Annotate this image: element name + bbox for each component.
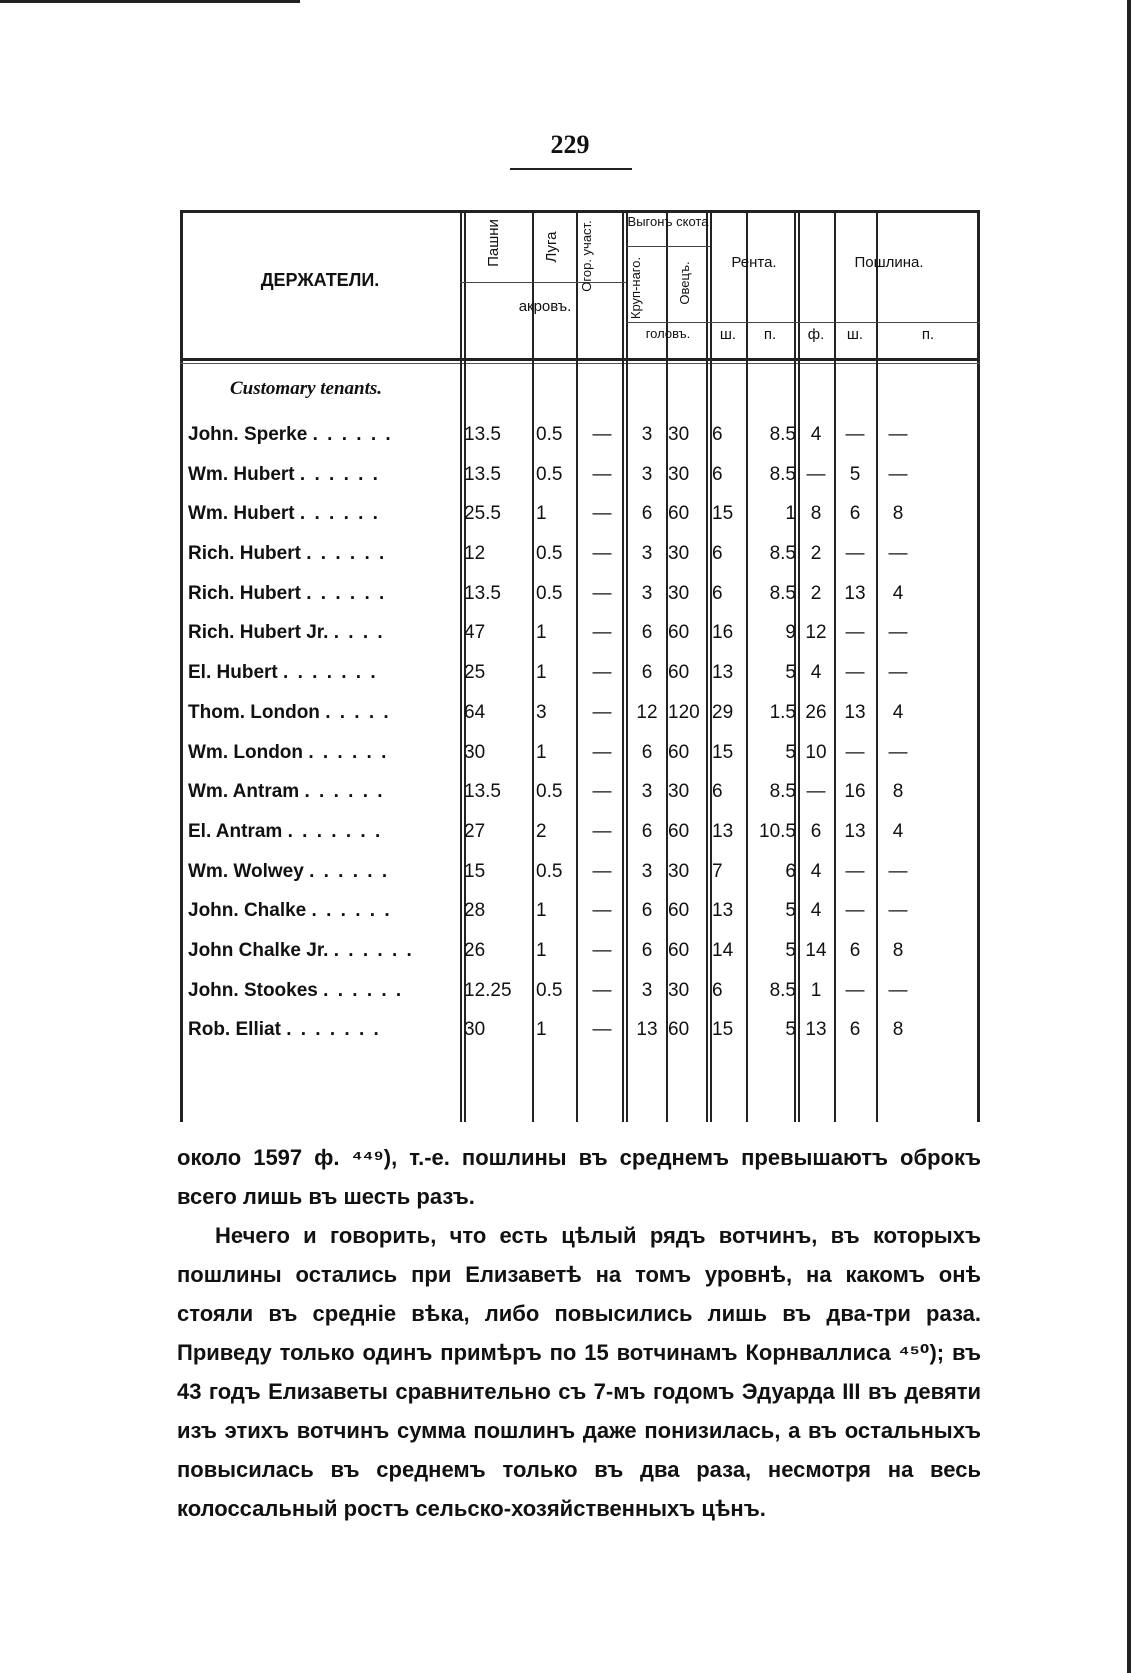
leader-dots: . . . . . .: [304, 781, 385, 803]
cell-rent-p: 5: [785, 741, 796, 763]
cell-garden: —: [592, 622, 612, 644]
cell-sheep: 30: [668, 860, 690, 882]
cell-holder-name: [188, 812, 470, 852]
cell-garden: —: [592, 781, 612, 803]
cell-duty-sh: —: [845, 979, 865, 1001]
header-duty-p: п.: [921, 326, 935, 343]
cell-duty-sh: 16: [844, 781, 866, 803]
cell-cattle: 3: [641, 781, 653, 803]
holder-name: Rob. Elliat: [188, 1019, 281, 1041]
cell-duty-p: 4: [892, 820, 904, 842]
cell-rent-p: 8.5: [769, 979, 796, 1001]
cell-duty-sh: —: [845, 424, 865, 445]
cell-cattle: 6: [641, 503, 653, 525]
header-rent-sh: ш.: [719, 326, 737, 343]
header-acres-unit: акровъ.: [518, 298, 572, 315]
cell-duty-sh: —: [845, 900, 865, 922]
cell-duty-p: —: [888, 979, 908, 1001]
holder-name: Wm. Hubert: [188, 463, 295, 485]
cell-duty-p: —: [888, 900, 908, 922]
body-text: [177, 1138, 981, 1528]
cell-plough: 47: [464, 622, 486, 644]
header-meadow: Луга: [543, 231, 560, 263]
header-rule-heads: [626, 322, 710, 323]
leader-dots: . . . . . .: [311, 900, 392, 922]
cell-sheep: 30: [668, 979, 690, 1001]
cell-garden: —: [592, 939, 612, 961]
cell-holder-name: [188, 494, 470, 534]
leader-dots: . . . . . .: [309, 860, 390, 882]
header-duty: Пошлина.: [854, 254, 924, 271]
holder-name: John Chalke Jr.: [188, 939, 329, 961]
table-row: [180, 455, 980, 495]
cell-rent-sh: 13: [712, 820, 734, 842]
cell-plough: 30: [464, 1019, 486, 1041]
cell-sheep: 60: [668, 622, 690, 644]
cell-garden: —: [592, 820, 612, 842]
cell-duty-p: —: [888, 860, 908, 882]
cell-rent-sh: 6: [712, 781, 723, 803]
cell-plough: 12.25: [464, 979, 512, 1001]
table-header-divider-thin: [180, 363, 980, 364]
leader-dots: . . . . . .: [333, 939, 414, 961]
holder-name: El. Hubert: [188, 662, 278, 684]
header-rule-pasture: [626, 246, 710, 247]
table-body: [180, 415, 980, 1050]
leader-dots: . . . . . .: [323, 979, 404, 1001]
cell-rent-sh: 15: [712, 741, 734, 763]
cell-duty-p: 8: [892, 1019, 904, 1041]
cell-rent-sh: 13: [712, 662, 734, 684]
cell-cattle: 13: [636, 1019, 658, 1041]
cell-duty-p: 4: [892, 701, 904, 723]
holder-name: Wm. Antram: [188, 781, 300, 803]
cell-sheep: 30: [668, 424, 690, 445]
holder-name: Rich. Hubert: [188, 543, 301, 565]
cell-plough: 26: [464, 939, 486, 961]
leader-dots: . . . . . .: [308, 741, 389, 763]
cell-holder-name: [188, 653, 470, 693]
cell-rent-sh: 13: [712, 900, 734, 922]
cell-duty-p: —: [888, 543, 908, 565]
cell-duty-p: —: [888, 622, 908, 644]
cell-cattle: 3: [641, 463, 653, 485]
holder-name: Wm. Hubert: [188, 503, 295, 525]
cell-cattle: 3: [641, 860, 653, 882]
cell-duty-f: 12: [805, 622, 827, 644]
cell-meadow: 3: [536, 701, 547, 723]
paragraph-2: Нечего и говорить, что есть цѣлый рядъ вотчинъ, въ которыхъ пошлины остались при Елизаветѣ на томъ уровнѣ, на какомъ онѣ стояли въ средніе вѣка, либо повысились лишь въ два-три раза. Приведу только одинъ примѣръ по 15 вотчинамъ Корнваллиса ⁴⁵⁰); въ 43 годъ Елизаветы сравнительно съ 7-мъ годомъ Эдуарда III въ девяти изъ этихъ вотчинъ сумма пошлинъ даже понизилась, а въ остальныхъ повысилась въ среднемъ только въ два раза, несмотря на весь колоссальный ростъ сельско-хозяйственныхъ цѣнъ.: [177, 1223, 981, 1521]
cell-holder-name: [188, 574, 470, 614]
cell-meadow: 1: [536, 1019, 547, 1041]
cell-meadow: 1: [536, 662, 547, 684]
cell-rent-p: 5: [785, 662, 796, 684]
table-row: [180, 613, 980, 653]
holder-name: Rich. Hubert Jr.: [188, 622, 329, 644]
leader-dots: . . . .: [333, 622, 385, 644]
cell-rent-sh: 16: [712, 622, 734, 644]
cell-garden: —: [592, 741, 612, 763]
holder-name: Rich. Hubert: [188, 582, 301, 604]
cell-holder-name: [188, 733, 470, 773]
cell-plough: 12: [464, 543, 486, 565]
cell-duty-sh: 5: [849, 463, 861, 485]
cell-sheep: 60: [668, 662, 690, 684]
cell-cattle: 6: [641, 622, 653, 644]
cell-cattle: 6: [641, 939, 653, 961]
cell-rent-p: 10.5: [759, 820, 796, 842]
cell-rent-sh: 6: [712, 463, 723, 485]
paragraph-1: около 1597 ф. ⁴⁴⁹), т.-е. пошлины въ среднемъ превышаютъ оброкъ всего лишь въ шесть разъ.: [177, 1145, 981, 1209]
cell-duty-sh: —: [845, 741, 865, 763]
table-row: [180, 812, 980, 852]
cell-garden: —: [592, 860, 612, 882]
cell-duty-sh: —: [845, 860, 865, 882]
cell-garden: —: [592, 701, 612, 723]
cell-duty-sh: 6: [849, 503, 861, 525]
holder-name: Thom. London: [188, 701, 320, 723]
cell-garden: —: [592, 543, 612, 565]
cell-sheep: 30: [668, 582, 690, 604]
table-row: [180, 574, 980, 614]
table-row: [180, 415, 980, 455]
leader-dots: . . . . . .: [306, 543, 387, 565]
cell-duty-f: 4: [810, 860, 822, 882]
cell-duty-sh: 6: [849, 939, 861, 961]
table-row: [180, 653, 980, 693]
table-row: [180, 534, 980, 574]
leader-dots: . . . . . .: [312, 424, 393, 445]
header-rent: Рента.: [731, 254, 777, 271]
table-row: [180, 1010, 980, 1050]
cell-rent-p: 8.5: [769, 582, 796, 604]
header-rent-p: п.: [763, 326, 777, 343]
table-row: [180, 733, 980, 773]
cell-duty-f: 2: [810, 582, 822, 604]
cell-garden: —: [592, 662, 612, 684]
leader-dots: . . . . . . .: [286, 1019, 381, 1041]
header-duty-sh: ш.: [846, 326, 864, 343]
cell-duty-sh: 13: [844, 701, 866, 723]
cell-plough: 13.5: [464, 582, 501, 604]
cell-duty-f: 4: [810, 424, 822, 445]
cell-sheep: 120: [668, 701, 700, 723]
cell-sheep: 30: [668, 463, 690, 485]
cell-cattle: 6: [641, 820, 653, 842]
cell-duty-sh: 13: [844, 820, 866, 842]
cell-duty-p: —: [888, 424, 908, 445]
cell-sheep: 60: [668, 503, 690, 525]
cell-plough: 25.5: [464, 503, 501, 525]
holder-name: Wm. Wolwey: [188, 860, 304, 882]
cell-rent-p: 5: [785, 939, 796, 961]
cell-duty-f: 6: [810, 820, 822, 842]
cell-rent-sh: 29: [712, 701, 734, 723]
cell-cattle: 6: [641, 741, 653, 763]
cell-holder-name: [188, 931, 470, 971]
cell-rent-p: 8.5: [769, 424, 796, 445]
cell-duty-f: 1: [810, 979, 822, 1001]
scan-edge-right: [1127, 0, 1131, 1673]
cell-duty-sh: —: [845, 543, 865, 565]
cell-holder-name: [188, 613, 470, 653]
cell-plough: 13.5: [464, 463, 501, 485]
cell-rent-p: 5: [785, 900, 796, 922]
page-number: 229: [550, 130, 590, 159]
cell-plough: 28: [464, 900, 486, 922]
cell-meadow: 1: [536, 503, 547, 525]
cell-rent-sh: 6: [712, 582, 723, 604]
table-row: [180, 971, 980, 1011]
cell-rent-sh: 6: [712, 424, 723, 445]
cell-duty-p: —: [888, 741, 908, 763]
cell-rent-sh: 6: [712, 979, 723, 1001]
cell-duty-p: —: [888, 463, 908, 485]
cell-duty-f: 4: [810, 900, 822, 922]
cell-duty-f: 2: [810, 543, 822, 565]
holder-name: El. Antram: [188, 820, 283, 842]
cell-plough: 25: [464, 662, 486, 684]
holder-name: John. Sperke: [188, 424, 308, 445]
cell-rent-sh: 15: [712, 503, 734, 525]
cell-meadow: 1: [536, 939, 547, 961]
header-holders: ДЕРЖАТЕЛИ.: [260, 270, 380, 290]
cell-sheep: 60: [668, 741, 690, 763]
cell-plough: 13.5: [464, 424, 501, 445]
cell-plough: 64: [464, 701, 486, 723]
cell-cattle: 3: [641, 543, 653, 565]
cell-holder-name: [188, 852, 470, 892]
cell-meadow: 1: [536, 741, 547, 763]
header-garden: Огор. участ.: [579, 220, 594, 292]
cell-cattle: 6: [641, 662, 653, 684]
cell-meadow: 1: [536, 900, 547, 922]
cell-sheep: 30: [668, 781, 690, 803]
cell-sheep: 60: [668, 939, 690, 961]
cell-sheep: 60: [668, 1019, 690, 1041]
table-row: [180, 931, 980, 971]
cell-duty-p: 4: [892, 582, 904, 604]
cell-duty-f: 26: [805, 701, 827, 723]
table-row: [180, 852, 980, 892]
cell-meadow: 1: [536, 622, 547, 644]
cell-duty-sh: 13: [844, 582, 866, 604]
cell-garden: —: [592, 503, 612, 525]
cell-cattle: 6: [641, 900, 653, 922]
cell-meadow: 0.5: [536, 582, 563, 604]
scan-edge-top: [0, 0, 300, 3]
leader-dots: . . . . . . .: [287, 820, 383, 842]
cell-rent-p: 8.5: [769, 543, 796, 565]
cell-holder-name: [188, 415, 470, 455]
cell-cattle: 3: [641, 979, 653, 1001]
cell-sheep: 60: [668, 820, 690, 842]
cell-holder-name: [188, 891, 470, 931]
cell-holder-name: [188, 772, 470, 812]
cell-holder-name: [188, 1010, 470, 1050]
cell-meadow: 0.5: [536, 860, 563, 882]
cell-duty-p: 8: [892, 939, 904, 961]
holder-name: John. Stookes: [188, 979, 318, 1001]
header-sheep: Овецъ.: [677, 261, 692, 305]
cell-rent-p: 1: [785, 503, 796, 525]
cell-holder-name: [188, 534, 470, 574]
cell-garden: —: [592, 1019, 612, 1041]
cell-rent-p: 6: [785, 860, 796, 882]
cell-meadow: 2: [536, 820, 547, 842]
table-row: [180, 693, 980, 733]
header-heads-unit: головъ.: [645, 326, 691, 341]
cell-duty-p: —: [888, 662, 908, 684]
cell-cattle: 3: [641, 424, 653, 445]
cell-rent-p: 9: [785, 622, 796, 644]
cell-rent-p: 5: [785, 1019, 796, 1041]
cell-cattle: 12: [636, 701, 658, 723]
cell-garden: —: [592, 463, 612, 485]
cell-meadow: 0.5: [536, 979, 563, 1001]
cell-duty-f: 13: [805, 1019, 827, 1041]
leader-dots: . . . . . .: [306, 582, 387, 604]
header-plough: Пашни: [485, 219, 502, 267]
header-cattle: Круп-наго.: [628, 256, 643, 320]
leader-dots: . . . . . . .: [283, 662, 378, 684]
cell-rent-sh: 7: [712, 860, 723, 882]
cell-holder-name: [188, 693, 470, 733]
header-rule-units: [710, 322, 980, 323]
table-row: [180, 891, 980, 931]
holders-table: [180, 210, 980, 1122]
cell-garden: —: [592, 424, 612, 445]
cell-plough: 27: [464, 820, 486, 842]
cell-sheep: 30: [668, 543, 690, 565]
cell-duty-f: 4: [810, 662, 822, 684]
cell-meadow: 0.5: [536, 781, 563, 803]
cell-holder-name: [188, 971, 470, 1011]
cell-plough: 30: [464, 741, 486, 763]
cell-duty-f: 10: [805, 741, 827, 763]
table-frame-top: [180, 210, 980, 213]
cell-holder-name: [188, 455, 470, 495]
table-header-divider: [180, 358, 980, 361]
cell-rent-sh: 14: [712, 939, 734, 961]
table-row: [180, 772, 980, 812]
cell-plough: 13.5: [464, 781, 501, 803]
cell-rent-p: 8.5: [769, 781, 796, 803]
cell-duty-p: 8: [892, 781, 904, 803]
cell-cattle: 3: [641, 582, 653, 604]
section-title: Customary tenants.: [230, 378, 383, 399]
cell-garden: —: [592, 900, 612, 922]
leader-dots: . . . . .: [325, 701, 391, 723]
cell-sheep: 60: [668, 900, 690, 922]
header-pasture: Выгонъ скота: [627, 214, 709, 229]
cell-duty-f: 14: [805, 939, 827, 961]
leader-dots: . . . . . .: [299, 503, 380, 525]
cell-duty-f: 8: [810, 503, 822, 525]
cell-rent-sh: 6: [712, 543, 723, 565]
cell-rent-p: 8.5: [769, 463, 796, 485]
cell-duty-sh: —: [845, 622, 865, 644]
holder-name: John. Chalke: [188, 900, 307, 922]
cell-meadow: 0.5: [536, 463, 563, 485]
cell-meadow: 0.5: [536, 424, 563, 445]
holder-name: Wm. London: [188, 741, 304, 763]
table-row: [180, 494, 980, 534]
cell-garden: —: [592, 979, 612, 1001]
header-duty-f: ф.: [807, 326, 825, 343]
cell-duty-f: —: [806, 781, 826, 803]
cell-meadow: 0.5: [536, 543, 563, 565]
cell-plough: 15: [464, 860, 486, 882]
page-number-rule: [510, 168, 632, 170]
cell-rent-sh: 15: [712, 1019, 734, 1041]
leader-dots: . . . . . .: [299, 463, 380, 485]
cell-duty-sh: 6: [849, 1019, 861, 1041]
cell-duty-sh: —: [845, 662, 865, 684]
cell-garden: —: [592, 582, 612, 604]
cell-duty-f: —: [806, 463, 826, 485]
cell-rent-p: 1.5: [769, 701, 796, 723]
cell-duty-p: 8: [892, 503, 904, 525]
